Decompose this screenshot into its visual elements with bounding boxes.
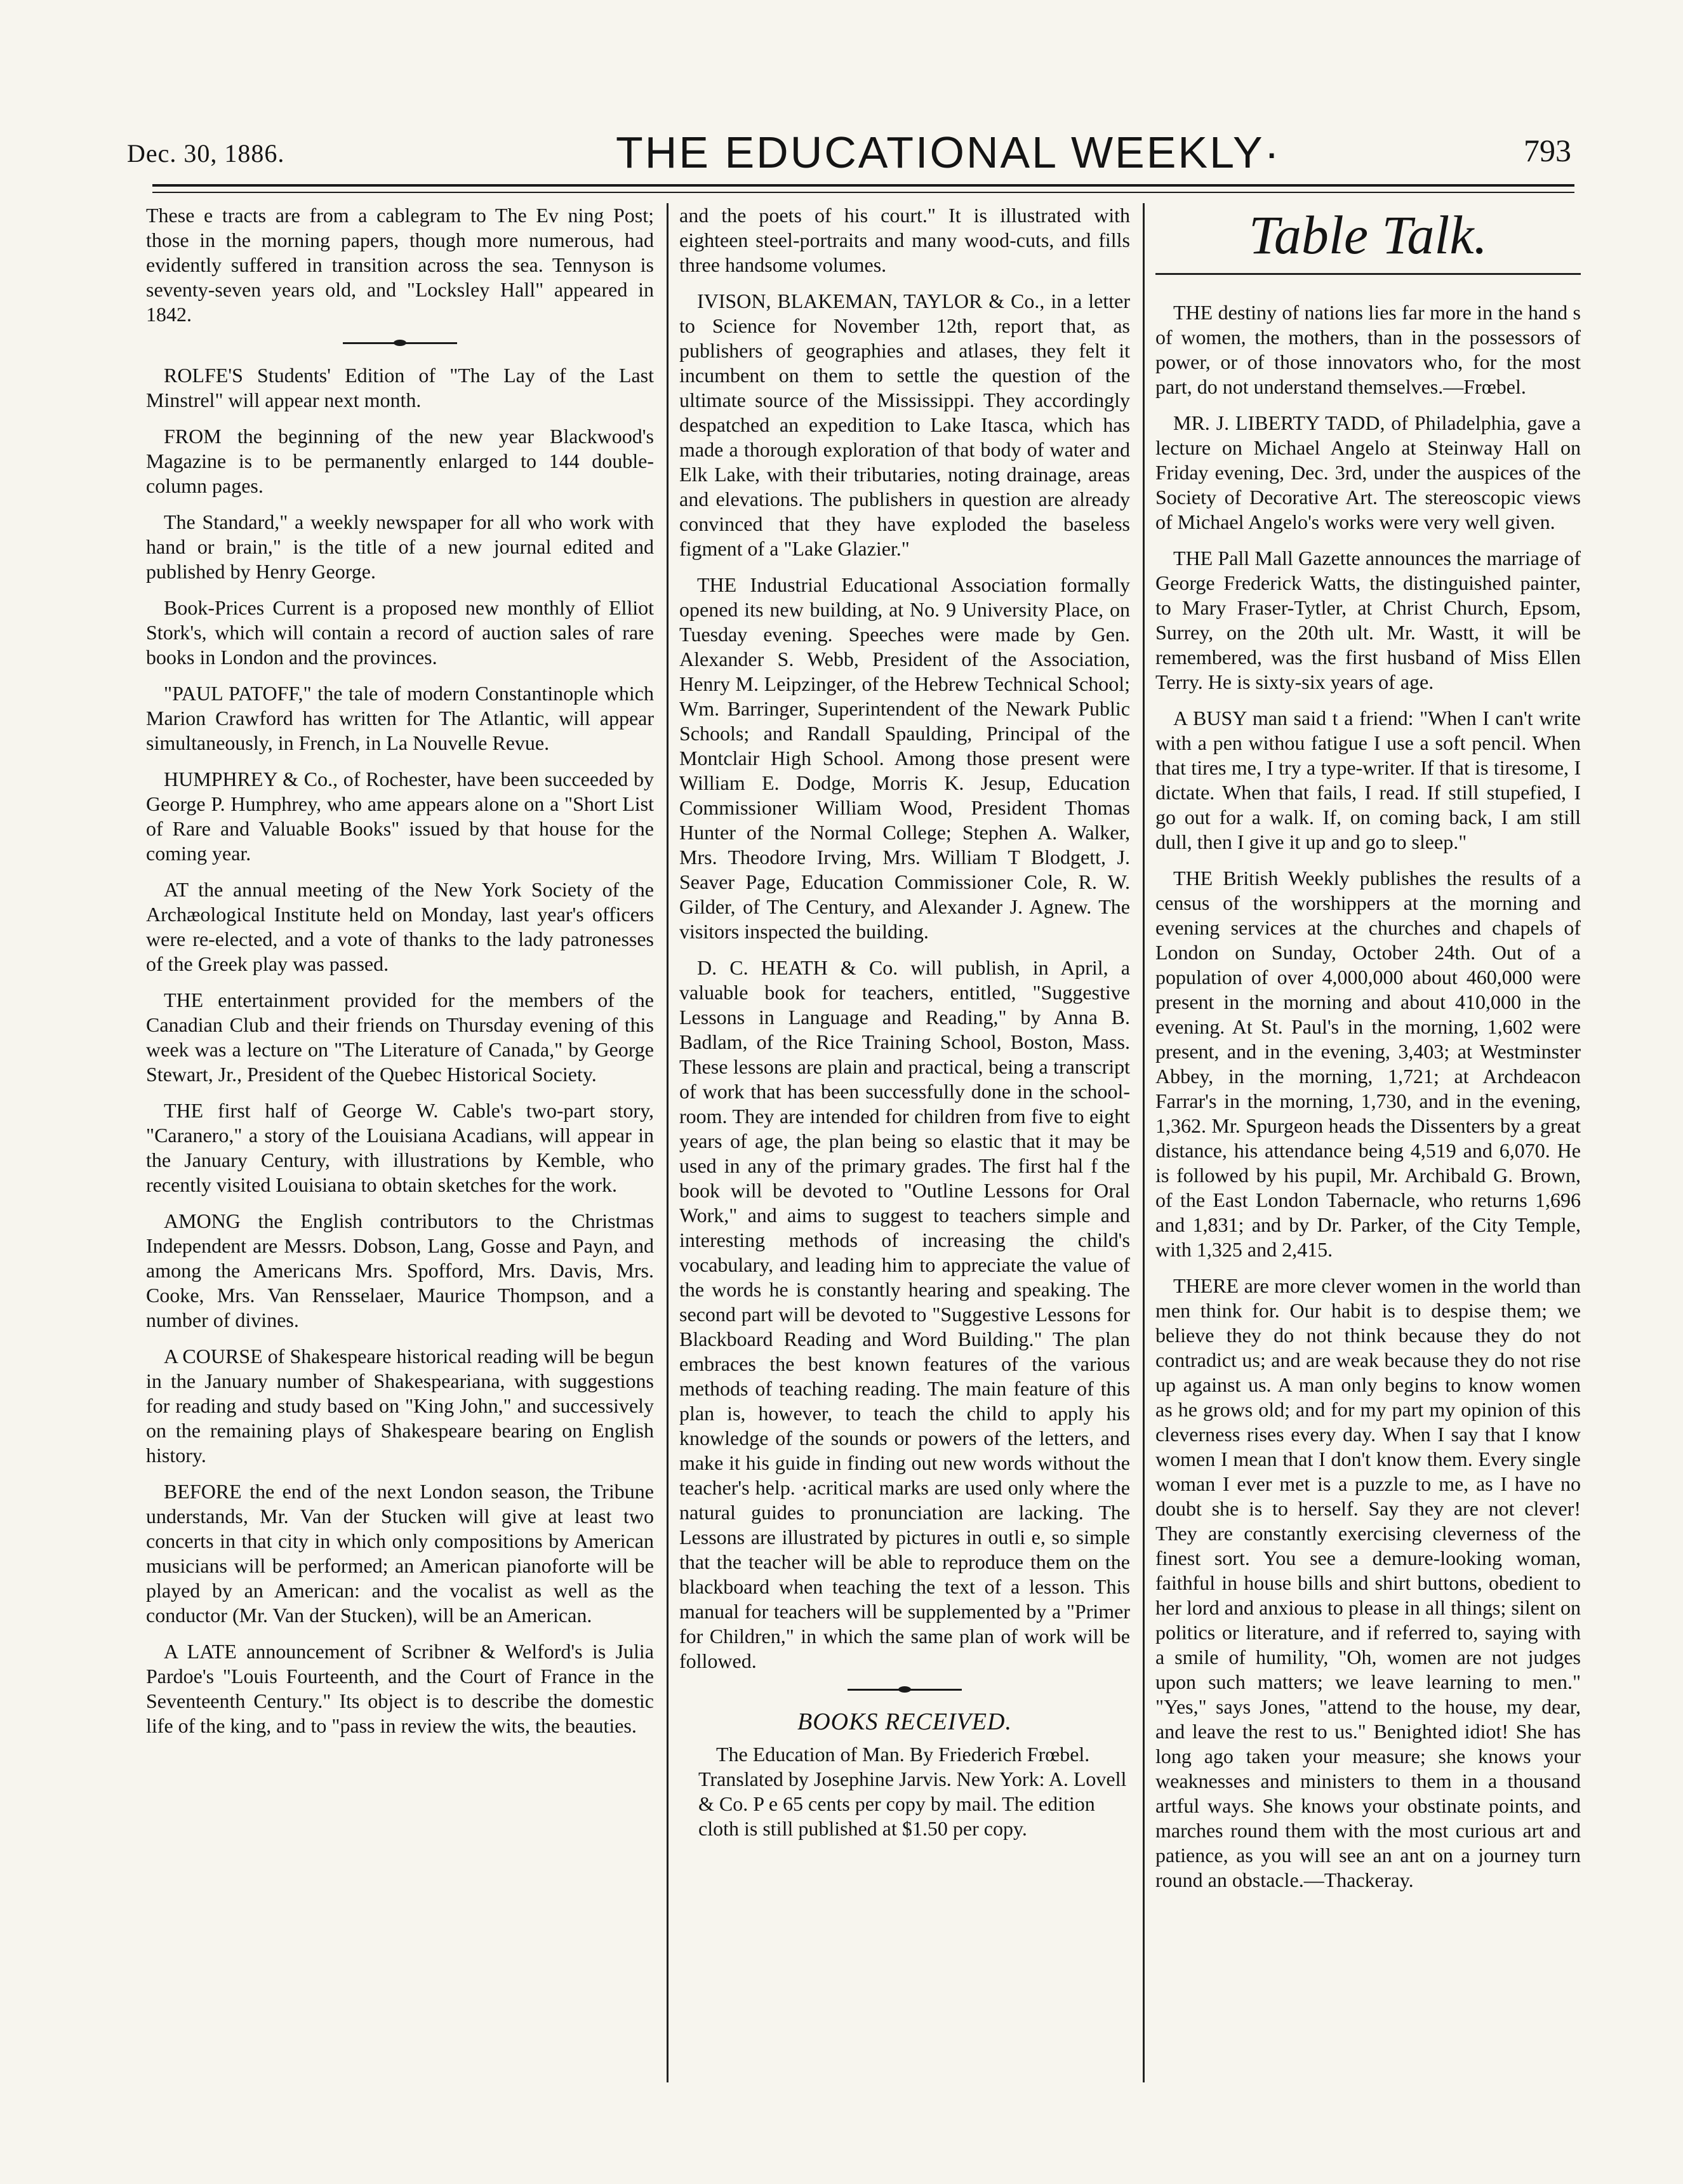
paragraph: THE destiny of nations lies far more in the hand s of women, the mothers, than in the possessors of power, or of those innovators who, for the most part, do not understand themselves.—Frœbel.	[1155, 301, 1581, 398]
paragraph: THE entertainment provided for the members of the Canadian Club and their friends on Thursday evening of this week was a lecture on "The Literature of Canada," by George Stewart, Jr., President of the Quebec Historical Society.	[146, 989, 654, 1086]
paragraph: BEFORE the end of the next London season, the Tribune understands, Mr. Van der Stucken will give at least two concerts in that city in which only compositions by American musicians will be performed; an American pianoforte will be played by an American: and the vocalist as well as the conductor (Mr. Van der Stucken), will be an American.	[146, 1480, 654, 1627]
books-received-heading: BOOKS RECEIVED.	[797, 1708, 1012, 1735]
masthead-title: THE EDUCATIONAL WEEKLY·	[616, 128, 1281, 177]
section-separator	[343, 342, 457, 344]
paragraph: and the poets of his court." It is illustrated with eighteen steel-portraits and many wood-cuts, and fills three handsome volumes.	[679, 204, 1130, 276]
paragraph: "PAUL PATOFF," the tale of modern Constantinople which Marion Crawford has written for The Atlantic, will appear simultaneously, in French, in La Nouvelle Revue.	[146, 682, 654, 754]
paragraph: ROLFE'S Students' Edition of "The Lay of the Last Minstrel" will appear next month.	[146, 364, 654, 411]
header-rule-thin	[152, 192, 1574, 193]
paragraph: MR. J. LIBERTY TADD, of Philadelphia, gave a lecture on Michael Angelo at Steinway Hall on Friday evening, Dec. 3rd, under the auspices of the Society of Decorative Art. The stereoscopic views of Michael Angelo's works were very well given.	[1155, 411, 1581, 533]
paragraph: D. C. HEATH & Co. will publish, in April, a valuable book for teachers, entitled, "Suggestive Lessons in Language and Reading," by Anna B. Badlam, of the Rice Training School, Boston, Mass. These lessons are plain and practical, being a transcript of work that has been successfully done in the school-room. They are intended for children from five to eight years of age, the plan being so elastic that it may be used in any of the primary grades. The first hal f the book will be devoted to "Outline Lessons for Oral Work," and aims to suggest to teachers simple and interesting methods of increasing the child's vocabulary, and leading him to appreciate the value of the words he is constantly hearing and speaking. The second part will be devoted to "Suggestive Lessons for Blackboard Reading and Word Building." The plan embraces the best known features of the various methods of teaching reading. The main feature of this plan is, however, to teach the child to apply his knowledge of the sounds or powers of the letters, and make it his guide in finding out new words without the teacher's help. ·acritical marks are used only where the natural guides to pronunciation are lacking. The Lessons are illustrated by pictures in outli e, so simple that the teacher will be able to reproduce them on the blackboard when teaching the text of a lesson. This manual for teachers will be supplemented by a "Primer for Children," in which the same plan of work will be followed.	[679, 956, 1130, 1672]
paragraph: AT the annual meeting of the New York Society of the Archæological Institute held on Monday, last year's officers were re-elected, and a vote of thanks to the lady patronesses of the Greek play was passed.	[146, 878, 654, 975]
column-divider	[667, 203, 669, 2082]
header-rule	[152, 184, 1574, 187]
table-talk-heading: Table Talk.	[1249, 204, 1487, 265]
column-divider	[1143, 203, 1145, 2082]
paragraph: THE first half of George W. Cable's two-part story, "Caranero," a story of the Louisiana Acadians, will appear in the January Century, with illustrations by Kemble, who recently visited Louisiana to obtain sketches for the work.	[146, 1099, 654, 1196]
book-entry: The Education of Man. By Friederich Frœbel. Translated by Josephine Jarvis. New York: A. Lovell & Co. P e 65 cents per copy by mail. The edition cloth is still published at $1.50 per copy.	[698, 1743, 1127, 1840]
paragraph: THE British Weekly publishes the results of a census of the worshippers at the morning and evening services at the churches and chapels of London on Sunday, October 24th. Out of a population of over 4,000,000 about 460,000 were present in the morning and about 410,000 in the evening. At St. Paul's in the morning, 1,602 were present, and in the evening, 3,403; at Westminster Abbey, in the morning, 1,721; at Archdeacon Farrar's in the morning, 1,730, and in the evening, 1,362. Mr. Spurgeon heads the Dissenters by a great distance, his attendance being 4,519 and 6,070. He is followed by his pupil, Mr. Archibald G. Brown, of the East London Tabernacle, who returns 1,696 and 1,831; and by Dr. Parker, of the City Temple, with 1,325 and 2,415.	[1155, 867, 1581, 1261]
section-separator	[848, 1689, 962, 1691]
page-header	[0, 127, 1683, 184]
paragraph: AMONG the English contributors to the Christmas Independent are Messrs. Dobson, Lang, Gosse and Payn, and among the Americans Mrs. Spofford, Mrs. Davis, Mrs. Cooke, Mrs. Van Rensselaer, Maurice Thompson, and a number of divines.	[146, 1209, 654, 1331]
paragraph: THE Industrial Educational Association formally opened its new building, at No. 9 University Place, on Tuesday evening. Speeches were made by Gen. Alexander S. Webb, President of the Association, Henry M. Leipzinger, of the Hebrew Technical School; Wm. Barringer, Superintendent of the Newark Public Schools; and Randall Spaulding, Principal of the Montclair High School. Among those present were William E. Dodge, Morris K. Jesup, Education Commissioner William Wood, President Thomas Hunter of the Normal College; Stephen A. Walker, Mrs. Theodore Irving, Mrs. William T Blodgett, J. Seaver Page, Education Commissioner Cole, R. W. Gilder, of The Century, and Alexander J. Agnew. The visitors inspected the building.	[679, 573, 1130, 943]
column-3	[1155, 203, 1581, 2082]
column-2	[679, 203, 1130, 2082]
paragraph: A BUSY man said t a friend: "When I can't write with a pen withou fatigue I use a soft pencil. When that tires me, I try a type-writer. If that is tiresome, I dictate. When that fails, I read. If still stupefied, I go out for a walk. If, on coming back, I am still dull, then I give it up and go to sleep."	[1155, 707, 1581, 853]
paragraph: A LATE announcement of Scribner & Welford's is Julia Pardoe's "Louis Fourteenth, and the Court of France in the Seventeenth Century." Its object is to describe the domestic life of the king, and to "pass in review the wits, the beauties.	[146, 1640, 654, 1737]
heading-rule	[1155, 273, 1581, 275]
issue-date: Dec. 30, 1886.	[127, 139, 285, 168]
paragraph: Book-Prices Current is a proposed new monthly of Elliot Stork's, which will contain a record of auction sales of rare books in London and the provinces.	[146, 596, 654, 669]
paragraph: A COURSE of Shakespeare historical reading will be begun in the January number of Shakespeariana, with suggestions for reading and study based on "King John," and successively on the remaining plays of Shakespeare bearing on English history.	[146, 1345, 654, 1467]
paragraph: IVISON, BLAKEMAN, TAYLOR & Co., in a letter to Science for November 12th, report that, as publishers of geographies and atlases, they felt it incumbent on them to settle the question of the ultimate source of the Mississippi. They accordingly despatched an expedition to Lake Itasca, which has made a thorough exploration of that body of water and Elk Lake, with their tributaries, noting drainage, areas and elevations. The publishers in question are already convinced that they have exploded the baseless figment of a "Lake Glazier."	[679, 290, 1130, 560]
paragraph: The Standard," a weekly newspaper for all who work with hand or brain," is the title of a new journal edited and published by Henry George.	[146, 510, 654, 583]
paragraph: These e tracts are from a cablegram to The Ev ning Post; those in the morning papers, though more numerous, had evidently suffered in transition across the sea. Tennyson is seventy-seven years old, and "Locksley Hall" appeared in 1842.	[146, 204, 654, 326]
paragraph: THE Pall Mall Gazette announces the marriage of George Frederick Watts, the distinguished painter, to Mary Fraser-Tytler, at Christ Church, Epsom, Surrey, on the 20th ult. Mr. Wastt, it will be remembered, was the first husband of Miss Ellen Terry. He is sixty-six years of age.	[1155, 547, 1581, 693]
paragraph: HUMPHREY & Co., of Rochester, have been succeeded by George P. Humphrey, who ame appears alone on a "Short List of Rare and Valuable Books" issued by that house for the coming year.	[146, 768, 654, 865]
column-1	[146, 203, 654, 2082]
page-number: 793	[1524, 133, 1571, 168]
paragraph: THERE are more clever women in the world than men think for. Our habit is to despise them; we believe they do not think because they do not contradict us; and are weak because they do not rise up against us. A man only begins to know women as he grows old; and for my part my opinion of this cleverness rises every day. When I say that I know women I mean that I don't know them. Every single woman I ever met is a puzzle to me, as I have no doubt she is to herself. Say they are not clever! They are constantly exercising cleverness of the finest sort. You see a demure-looking woman, faithful in house bills and shirt buttons, obedient to her lord and anxious to please in all things; silent on politics or literature, and if referred to, saying with a smile of humility, "Oh, women are not judges upon such matters; we leave learning to men." "Yes," says Jones, "attend to the house, my dear, and leave the rest to us." Benighted idiot! She has long ago taken your measure; she knows your weaknesses and ministers to them in a thousand artful ways. She knows your obstinate points, and marches round them with the most curious art and patience, as you will see an ant on a journey turn round an obstacle.—Thackeray.	[1155, 1274, 1581, 1891]
paragraph: FROM the beginning of the new year Blackwood's Magazine is to be permanently enlarged to 144 double-column pages.	[146, 425, 654, 497]
